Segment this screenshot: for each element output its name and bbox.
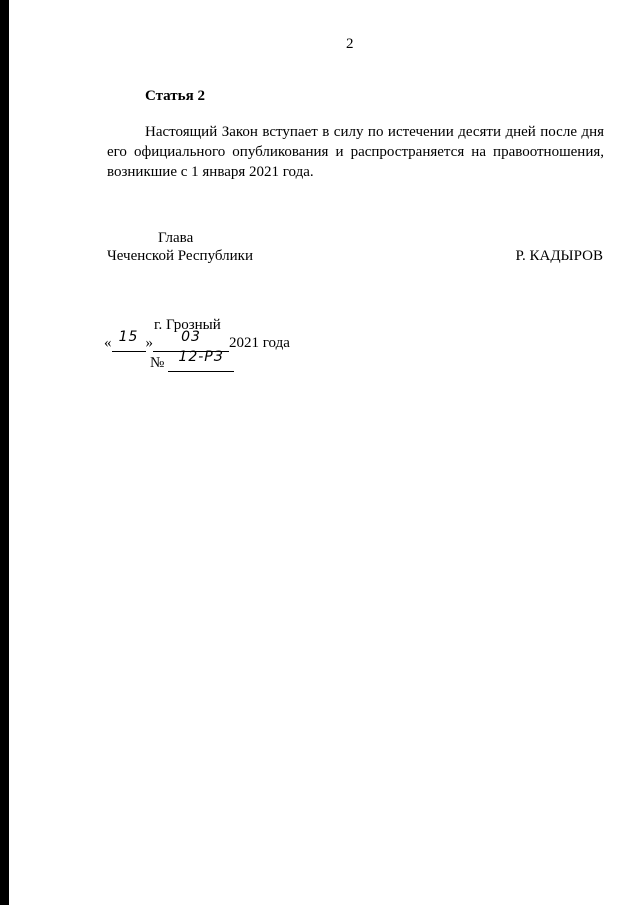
- number-label: №: [150, 355, 165, 371]
- signatory-position-line2: Чеченской Республики: [107, 248, 253, 264]
- handwritten-month: 03: [181, 329, 201, 345]
- close-quote: »: [145, 335, 153, 351]
- article-title: Статья 2: [145, 88, 205, 104]
- day-blank: [112, 329, 146, 352]
- issue-number-line: [150, 349, 234, 372]
- open-quote: «: [104, 335, 112, 351]
- handwritten-day: 15: [118, 329, 139, 345]
- year-text: 2021 года: [229, 335, 290, 351]
- number-blank: [168, 349, 234, 372]
- issue-city: г. Грозный: [154, 317, 221, 333]
- signatory-name: Р. КАДЫРОВ: [515, 248, 603, 264]
- handwritten-number: 12-РЗ: [178, 349, 224, 365]
- signatory-position-line1: Глава: [158, 230, 194, 246]
- article-body: Настоящий Закон вступает в силу по истечении десяти дней после дня его официального опубликования и распространяется на правоотношения, возникшие с 1 января 2021 года.: [107, 124, 604, 180]
- page-number: 2: [346, 36, 354, 52]
- scan-edge-border: [0, 0, 9, 905]
